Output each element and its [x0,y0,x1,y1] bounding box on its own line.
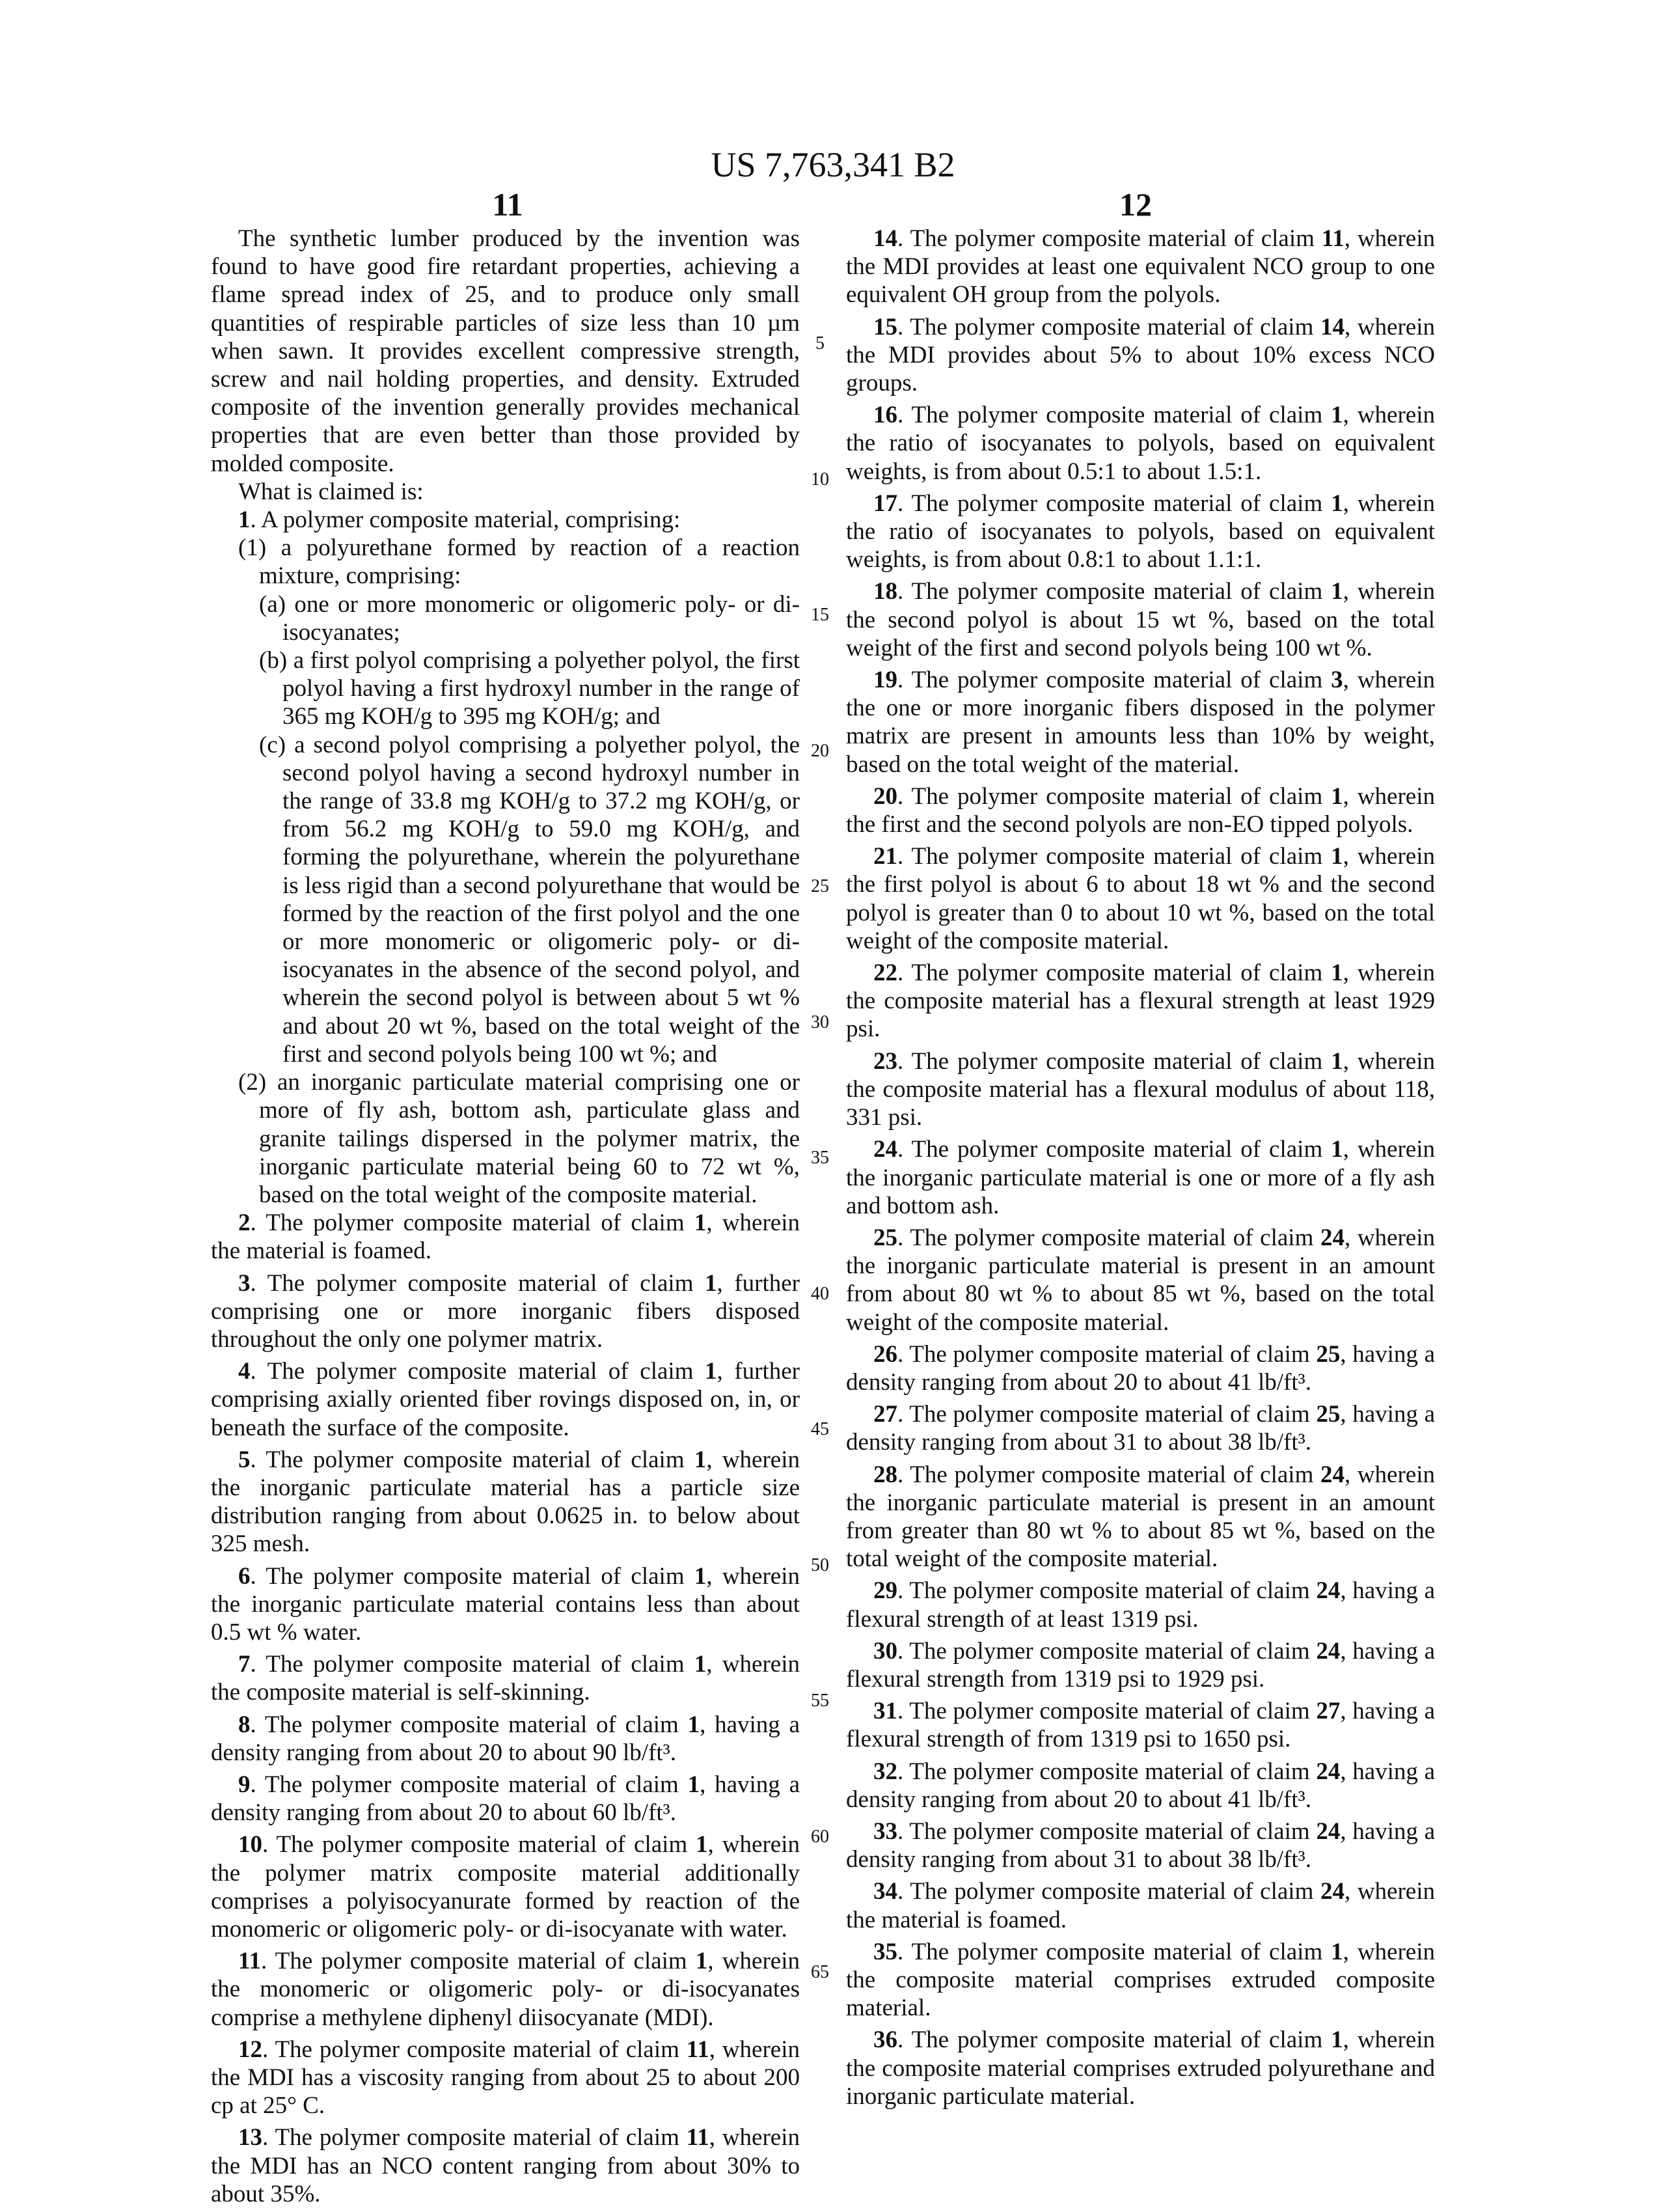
claim-text: . The polymer composite material of claim [897,1224,1320,1251]
claim-reference: 1 [1331,490,1343,517]
claim-text: , having a density ranging from about 20 to about 41 lb/ft³. [846,1341,1435,1396]
claim-text: . The polymer composite material of claim [251,1270,705,1297]
claim-paragraph [846,1637,1435,1693]
line-number: 35 [807,1148,833,1168]
claim-text: , wherein the first and the second polyols are non-EO tipped polyols. [846,783,1435,838]
claim-paragraph [846,2026,1435,2110]
claim-paragraph [211,1711,800,1767]
line-number: 55 [807,1691,833,1711]
line-number: 40 [807,1284,833,1305]
claim-paragraph [846,1400,1435,1456]
claim-text: , wherein the ratio of isocyanates to polyols, based on equivalent weights, is from about 0.5:1 to about 1.5:1. [846,402,1435,484]
claim-number: 34 [873,1878,897,1905]
claim-text: , wherein the composite material comprises extruded composite material. [846,1939,1435,2021]
claim-1-element: (a) one or more monomeric or oligomeric poly- or di-isocyanates; [211,590,800,646]
claim-number: 12 [238,2036,262,2063]
claim-reference: 24 [1320,1878,1345,1905]
claim-text: . The polymer composite material of claim [251,1771,688,1798]
claim-reference: 24 [1316,1818,1340,1845]
line-number: 60 [807,1827,833,1847]
claim-text: , wherein the composite material has a flexural modulus of about 118, 331 psi. [846,1048,1435,1131]
claim-paragraph [211,2036,800,2120]
claim-paragraph [846,401,1435,486]
claim-text: , having a density ranging from about 20 to about 90 lb/ft³. [211,1711,800,1766]
claim-paragraph [211,1562,800,1647]
claim-text: , wherein the one or more inorganic fibers disposed in the polymer matrix are present in amounts less than 10% by weight, based on the total weight of the material. [846,667,1435,778]
claim-reference: 1 [1331,960,1343,986]
claim-text: . A polymer composite material, comprising: [251,506,681,533]
claims-intro: What is claimed is: [211,478,800,506]
claim-text: , wherein the composite material comprises extruded polyurethane and inorganic particulate material. [846,2026,1435,2109]
claim-paragraph [211,2123,800,2208]
claim-reference: 1 [688,1711,700,1738]
claim-text: . The polymer composite material of claim [897,1577,1316,1604]
claim-text: . The polymer composite material of claim [262,2124,687,2151]
claim-1-element: (2) an inorganic particulate material comprising one or more of fly ash, bottom ash, particulate glass and granite tailings dispersed in the polymer matrix, the inorganic particulate material being 60 to 72 wt %, based on the total weight of the composite material. [211,1068,800,1209]
claim-text: . The polymer composite material of claim [897,314,1320,340]
claim-number: 2 [238,1210,251,1236]
claim-reference: 1 [694,1210,707,1236]
claim-paragraph [211,1446,800,1558]
claim-reference: 25 [1316,1401,1340,1428]
claim-text: . The polymer composite material of claim [897,1818,1316,1845]
claim-reference: 1 [1331,843,1343,870]
claim-reference: 1 [694,1651,707,1678]
claim-number: 3 [238,1270,251,1297]
claim-text: . The polymer composite material of claim [897,1136,1331,1163]
line-number: 15 [807,605,833,626]
claim-text: . The polymer composite material of claim [897,578,1331,605]
claim-text: , further comprising axially oriented fiber rovings disposed on, in, or beneath the surface of the composite. [211,1358,800,1441]
claim-text: , having a flexural strength of from 1319 psi to 1650 psi. [846,1698,1435,1752]
claim-paragraph [846,1135,1435,1220]
claim-text: . The polymer composite material of claim [251,1358,705,1385]
claims-list-right [846,225,1435,2110]
claim-number: 23 [873,1048,897,1075]
claim-text: , having a flexural strength from 1319 psi to 1929 psi. [846,1638,1435,1693]
claim-reference: 24 [1316,1758,1340,1785]
claim-number: 35 [873,1939,897,1965]
claim-reference: 3 [1331,667,1343,693]
claim-number: 22 [873,960,897,986]
claim-text: . The polymer composite material of claim [897,490,1331,517]
claim-text: , wherein the second polyol is about 15 wt %, based on the total weight of the first and second polyols being 100 wt %. [846,578,1435,661]
claim-text: . The polymer composite material of claim [251,1711,688,1738]
claim-text: . The polymer composite material of claim [897,1638,1316,1665]
claim-text: . The polymer composite material of claim [251,1446,694,1473]
claim-reference: 27 [1316,1698,1340,1724]
line-number: 65 [807,1962,833,1983]
line-number: 25 [807,876,833,897]
claim-1-lead [211,506,800,534]
claim-paragraph [846,842,1435,955]
claim-paragraph [846,1047,1435,1132]
claim-number: 8 [238,1711,251,1738]
line-number: 45 [807,1419,833,1440]
claim-reference: 24 [1316,1577,1340,1604]
claim-number: 25 [873,1224,897,1251]
claim-number: 16 [873,402,897,428]
claim-text: . The polymer composite material of claim [897,1878,1320,1905]
claim-reference: 1 [1331,2026,1343,2053]
claim-text: . The polymer composite material of claim [897,783,1331,810]
description-paragraph: The synthetic lumber produced by the invention was found to have good fire retardant properties, achieving a flame spread index of 25, and to produce only small quantities of respirable particles of size less than 10 µm when sawn. It provides excellent compressive strength, screw and nail holding properties, and density. Extruded composite of the invention generally provides mechanical properties that are even better than those provided by molded composite. [211,225,800,478]
claim-text: . The polymer composite material of claim [897,1758,1316,1785]
claim-paragraph [846,1758,1435,1814]
claim-number: 28 [873,1461,897,1488]
claim-text: . The polymer composite material of claim [897,1698,1316,1724]
claim-text: , wherein the inorganic particulate material is one or more of a fly ash and bottom ash. [846,1136,1435,1219]
claim-text: . The polymer composite material of claim [897,1461,1320,1488]
claim-text: . The polymer composite material of claim [897,225,1322,252]
claim-number: 36 [873,2026,897,2053]
claim-reference: 11 [1322,225,1345,252]
claim-text: . The polymer composite material of claim [251,1210,694,1236]
line-number: 30 [807,1012,833,1033]
claim-number: 32 [873,1758,897,1785]
claim-text: , wherein the inorganic particulate material has a particle size distribution ranging from about 0.0625 in. to below about 325 mesh. [211,1446,800,1558]
right-column [846,225,1435,2114]
claim-text: . The polymer composite material of claim [261,1948,696,1974]
claim-number: 1 [238,506,251,533]
claim-text: , further comprising one or more inorganic fibers disposed throughout the only one polymer matrix. [211,1270,800,1353]
claim-paragraph [846,1577,1435,1633]
claim-number: 15 [873,314,897,340]
claim-number: 6 [238,1563,251,1590]
claim-paragraph [846,782,1435,838]
claim-text: , wherein the material is foamed. [846,1878,1435,1933]
claim-number: 10 [238,1831,262,1858]
claim-text: , wherein the MDI provides at least one equivalent NCO group to one equivalent OH group from the polyols. [846,225,1435,308]
claim-number: 7 [238,1651,251,1678]
claim-text: , having a density ranging from about 20 to about 41 lb/ft³. [846,1758,1435,1813]
claim-reference: 1 [688,1771,700,1798]
claim-number: 14 [873,225,897,252]
claim-number: 19 [873,667,897,693]
claim-paragraph [846,1224,1435,1336]
claim-reference: 24 [1320,1224,1345,1251]
claim-text: . The polymer composite material of claim [897,402,1331,428]
claim-text: . The polymer composite material of claim [897,1939,1331,1965]
claim-reference: 11 [687,2124,709,2151]
claim-text: , wherein the MDI provides about 5% to about 10% excess NCO groups. [846,314,1435,396]
claim-number: 18 [873,578,897,605]
claim-paragraph [846,490,1435,574]
claim-reference: 1 [696,1948,708,1974]
claim-text: , wherein the first polyol is about 6 to about 18 wt % and the second polyol is greater than 0 to about 10 wt %, based on the total weight of the composite material. [846,843,1435,954]
claim-paragraph [846,313,1435,398]
claim-reference: 1 [696,1831,708,1858]
claim-text: . The polymer composite material of claim [897,1401,1316,1428]
claim-number: 30 [873,1638,897,1665]
claim-reference: 1 [1331,578,1343,605]
patent-number: US 7,763,341 B2 [0,145,1666,185]
claim-paragraph [846,577,1435,662]
claim-number: 11 [238,1948,261,1974]
claim-reference: 1 [1331,1048,1343,1075]
claim-reference: 1 [694,1446,707,1473]
claim-text: , having a density ranging from about 31 to about 38 lb/ft³. [846,1818,1435,1873]
claim-text: , having a density ranging from about 31 to about 38 lb/ft³. [846,1401,1435,1456]
claim-paragraph [846,1461,1435,1573]
claim-number: 31 [873,1698,897,1724]
claim-number: 17 [873,490,897,517]
claim-text: , wherein the polymer matrix composite material additionally comprises a polyisocyanurate formed by reaction of the monomeric or oligomeric poly- or di-isocyanate with water. [211,1831,800,1942]
claim-reference: 1 [694,1563,707,1590]
claim-text: , wherein the composite material has a flexural strength at least 1929 psi. [846,960,1435,1042]
claim-paragraph [846,1938,1435,2023]
line-number: 20 [807,741,833,762]
claim-number: 26 [873,1341,897,1368]
claim-1-element: (b) a first polyol comprising a polyether polyol, the first polyol having a first hydroxyl number in the range of 365 mg KOH/g to 395 mg KOH/g; and [211,646,800,731]
claim-number: 4 [238,1358,251,1385]
claim-number: 9 [238,1771,251,1798]
claim-paragraph [846,666,1435,779]
claim-paragraph [211,1269,800,1354]
claim-text: , wherein the inorganic particulate material is present in an amount from about 80 wt % to about 85 wt %, based on the total weight of the composite material. [846,1224,1435,1336]
claim-text: , wherein the monomeric or oligomeric poly- or di-isocyanates comprise a methylene diphenyl diisocyanate (MDI). [211,1948,800,2030]
claim-text: , wherein the MDI has a viscosity ranging from about 25 to about 200 cp at 25° C. [211,2036,800,2119]
claim-reference: 1 [1331,402,1343,428]
claim-text: , wherein the inorganic particulate material contains less than about 0.5 wt % water. [211,1563,800,1646]
claim-paragraph [846,1340,1435,1396]
claim-text: . The polymer composite material of claim [262,2036,687,2063]
line-number: 10 [807,469,833,490]
claim-paragraph [846,1877,1435,1933]
claim-text: , having a density ranging from about 20 to about 60 lb/ft³. [211,1771,800,1826]
claim-text: . The polymer composite material of claim [897,1048,1331,1075]
claim-paragraph [211,1209,800,1265]
claim-text: . The polymer composite material of claim [897,2026,1331,2053]
claim-number: 5 [238,1446,251,1473]
claim-paragraph [846,225,1435,309]
claim-number: 20 [873,783,897,810]
claim-paragraph [846,1818,1435,1873]
claim-reference: 11 [687,2036,709,2063]
claim-1-element: (1) a polyurethane formed by reaction of a reaction mixture, comprising: [211,534,800,590]
claim-reference: 1 [705,1358,717,1385]
claim-reference: 25 [1316,1341,1340,1368]
claim-number: 24 [873,1136,897,1163]
claim-number: 29 [873,1577,897,1604]
claim-paragraph [211,1831,800,1943]
claim-text: . The polymer composite material of claim [262,1831,696,1858]
claim-paragraph [211,1947,800,2032]
claim-reference: 1 [1331,783,1343,810]
claims-list-left [211,1209,800,2208]
claim-text: , wherein the inorganic particulate material is present in an amount from greater than 80 wt % to about 85 wt %, based on the total weight of the composite material. [846,1461,1435,1573]
claim-reference: 24 [1320,1461,1345,1488]
claim-reference: 14 [1320,314,1345,340]
claim-reference: 1 [705,1270,717,1297]
line-number: 50 [807,1555,833,1576]
claim-reference: 24 [1316,1638,1340,1665]
column-number-left: 11 [443,186,573,223]
claim-paragraph [211,1771,800,1827]
claim-number: 33 [873,1818,897,1845]
claim-text: . The polymer composite material of claim [897,1341,1316,1368]
column-number-right: 12 [1071,186,1201,223]
claim-number: 13 [238,2124,262,2151]
claim-reference: 1 [1331,1939,1343,1965]
line-number: 5 [807,333,833,354]
claim-text: , wherein the ratio of isocyanates to polyols, based on equivalent weights, is from about 0.8:1 to about 1.1:1. [846,490,1435,573]
claim-text: , wherein the composite material is self-skinning. [211,1651,800,1706]
claim-text: . The polymer composite material of claim [897,960,1331,986]
claim-1 [211,506,800,1209]
claim-1-element: (c) a second polyol comprising a polyether polyol, the second polyol having a second hydroxyl number in the range of 33.8 mg KOH/g to 37.2 mg KOH/g, or from 56.2 mg KOH/g to 59.0 mg KOH/g, and forming the polyurethane, wherein the polyurethane is less rigid than a second polyurethane that would be formed by the reaction of the first polyol and the one or more monomeric or oligomeric poly- or di-isocyanates in the absence of the second polyol, and wherein the second polyol is between about 5 wt % and about 20 wt %, based on the total weight of the first and second polyols being 100 wt %; and [211,731,800,1068]
claim-text: , wherein the MDI has an NCO content ranging from about 30% to about 35%. [211,2124,800,2207]
claim-paragraph [211,1650,800,1706]
claim-paragraph [846,1697,1435,1753]
claim-text: , wherein the material is foamed. [211,1210,800,1264]
claim-text: . The polymer composite material of claim [897,843,1331,870]
claim-text: . The polymer composite material of claim [251,1563,694,1590]
claim-text: . The polymer composite material of claim [897,667,1331,693]
left-column [211,225,800,2212]
claim-paragraph [211,1357,800,1442]
claim-text: , having a flexural strength of at least 1319 psi. [846,1577,1435,1632]
claim-text: . The polymer composite material of claim [251,1651,694,1678]
claim-number: 27 [873,1401,897,1428]
claim-paragraph [846,959,1435,1044]
claim-number: 21 [873,843,897,870]
claim-reference: 1 [1331,1136,1343,1163]
